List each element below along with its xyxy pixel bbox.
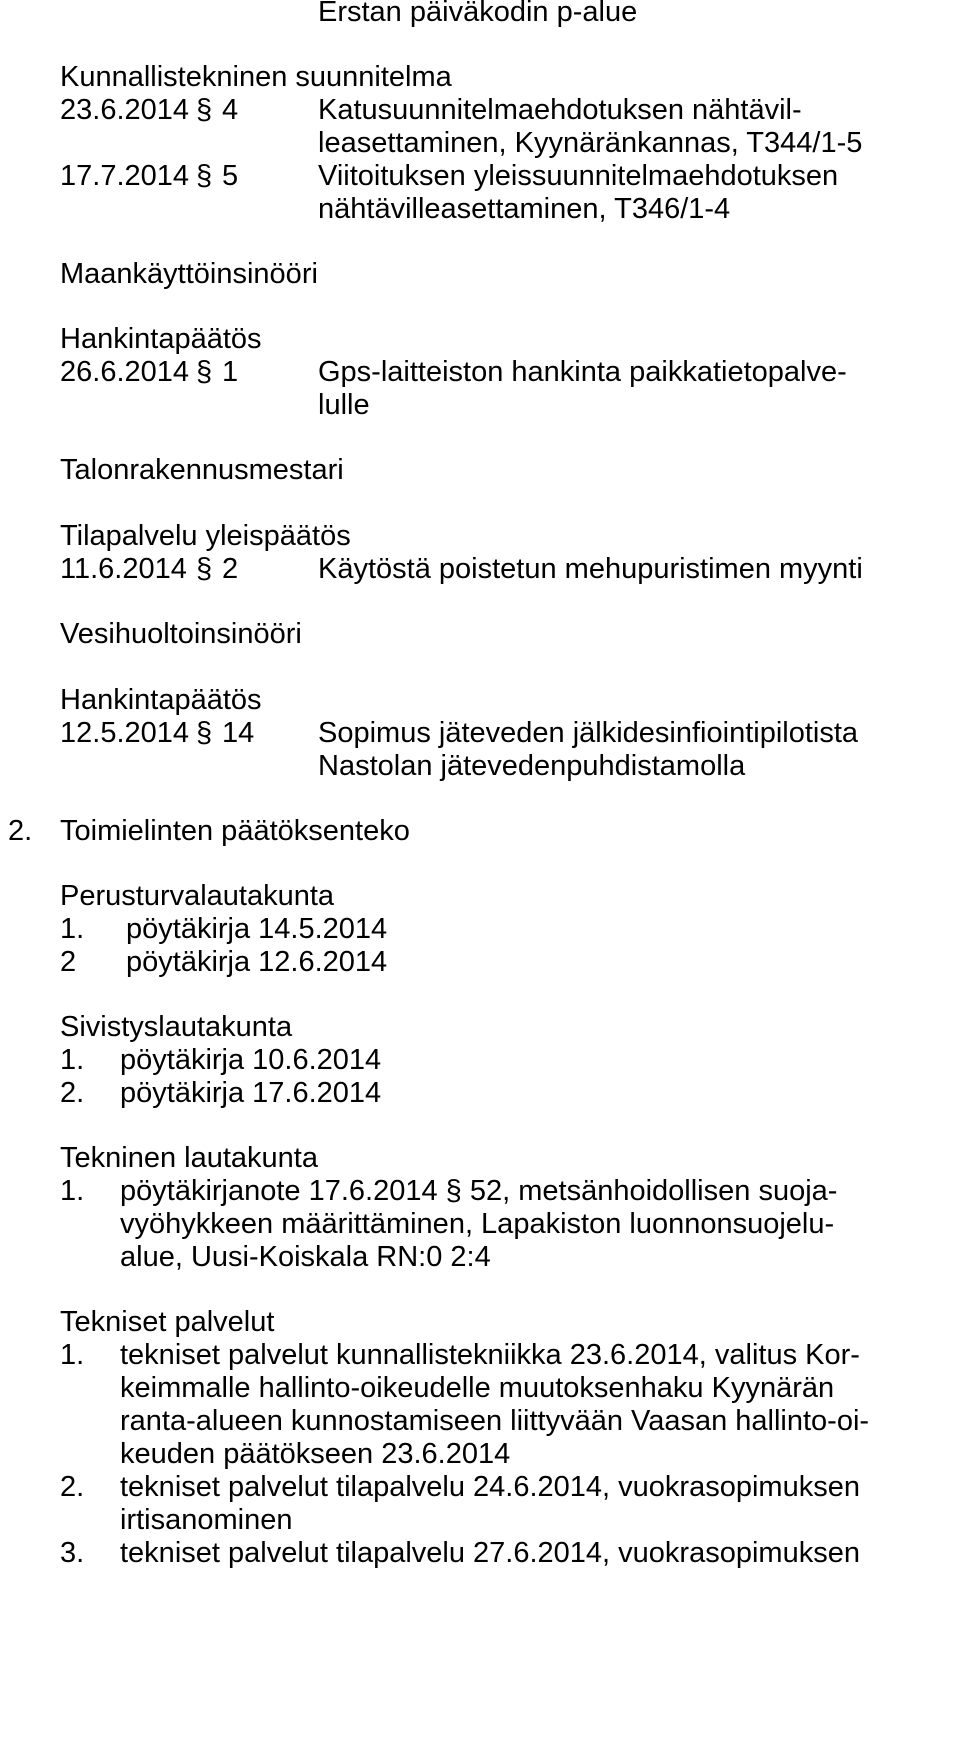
section-heading: Kunnallistekninen suunnitelma [60, 61, 452, 93]
section-sign: § [196, 553, 213, 585]
entry-date: 17.7.2014 [60, 160, 190, 192]
entry-number: 1 [222, 356, 239, 388]
list-text: pöytäkirja 14.5.2014 [126, 913, 388, 945]
decision-type: Tilapalvelu yleispäätös [60, 520, 351, 552]
entry-text: Käytöstä poistetun mehupuristimen myynti [318, 553, 863, 585]
entry-date: 12.5.2014 [60, 717, 190, 749]
board-heading: Tekninen lautakunta [60, 1142, 318, 1174]
entry-text: Sopimus jäteveden jälkidesinfiointipilotista [318, 717, 859, 749]
list-text: tekniset palvelut tilapalvelu 27.6.2014, vuokrasopimuksen [120, 1537, 860, 1569]
list-number: 1. [60, 1339, 85, 1371]
list-number: 3. [60, 1537, 85, 1569]
list-text: vyöhykkeen määrittäminen, Lapakiston luonnonsuojelu- [120, 1208, 835, 1240]
list-number: 2. [60, 1471, 85, 1503]
section-title: Toimielinten päätöksenteko [60, 815, 410, 847]
list-text: pöytäkirja 17.6.2014 [120, 1077, 382, 1109]
board-heading: Sivistyslautakunta [60, 1011, 293, 1043]
list-text: pöytäkirja 10.6.2014 [120, 1044, 382, 1076]
list-text: pöytäkirja 12.6.2014 [126, 946, 388, 978]
entry-text: Nastolan jätevedenpuhdistamolla [318, 750, 746, 782]
list-number: 2 [60, 946, 77, 978]
board-heading: Tekniset palvelut [60, 1306, 275, 1338]
list-number: 1. [60, 1044, 85, 1076]
section-sign: § [196, 160, 213, 192]
entry-text: nähtävilleasettaminen, T346/1-4 [318, 193, 731, 225]
section-sign: § [196, 94, 213, 126]
decision-type: Hankintapäätös [60, 684, 262, 716]
entry-text: Gps-laitteiston hankinta paikkatietopalve- [318, 356, 847, 388]
entry-text: Katusuunnitelmaehdotuksen nähtävil- [318, 94, 802, 126]
entry-text: leasettaminen, Kyynäränkannas, T344/1-5 [318, 127, 863, 159]
section-number: 2. [8, 815, 33, 847]
entry-number: 2 [222, 553, 239, 585]
list-text: keimmalle hallinto-oikeudelle muutoksenhaku Kyynärän [120, 1372, 835, 1404]
section-heading: Maankäyttöinsinööri [60, 258, 318, 290]
entry-text: lulle [318, 389, 370, 421]
subtitle: Erstan päiväkodin p-alue [318, 0, 638, 28]
entry-date: 26.6.2014 [60, 356, 190, 388]
list-text: pöytäkirjanote 17.6.2014 § 52, metsänhoidollisen suoja- [120, 1175, 838, 1207]
decision-type: Hankintapäätös [60, 323, 262, 355]
list-text: tekniset palvelut tilapalvelu 24.6.2014, vuokrasopimuksen [120, 1471, 860, 1503]
section-heading: Vesihuoltoinsinööri [60, 618, 302, 650]
list-text: tekniset palvelut kunnallistekniikka 23.6.2014, valitus Kor- [120, 1339, 860, 1371]
list-number: 1. [60, 1175, 85, 1207]
entry-number: 4 [222, 94, 239, 126]
entry-date: 23.6.2014 [60, 94, 190, 126]
entry-number: 5 [222, 160, 239, 192]
list-text: irtisanominen [120, 1504, 293, 1536]
section-sign: § [196, 356, 213, 388]
entry-text: Viitoituksen yleissuunnitelmaehdotuksen [318, 160, 839, 192]
list-text: ranta-alueen kunnostamiseen liittyvään Vaasan hallinto-oi- [120, 1405, 870, 1437]
list-number: 1. [60, 913, 85, 945]
section-sign: § [196, 717, 213, 749]
board-heading: Perusturvalautakunta [60, 880, 335, 912]
list-text: alue, Uusi-Koiskala RN:0 2:4 [120, 1241, 491, 1273]
list-number: 2. [60, 1077, 85, 1109]
entry-date: 11.6.2014 [60, 553, 187, 585]
section-heading: Talonrakennusmestari [60, 454, 344, 486]
entry-number: 14 [222, 717, 255, 749]
list-text: keuden päätökseen 23.6.2014 [120, 1438, 511, 1470]
